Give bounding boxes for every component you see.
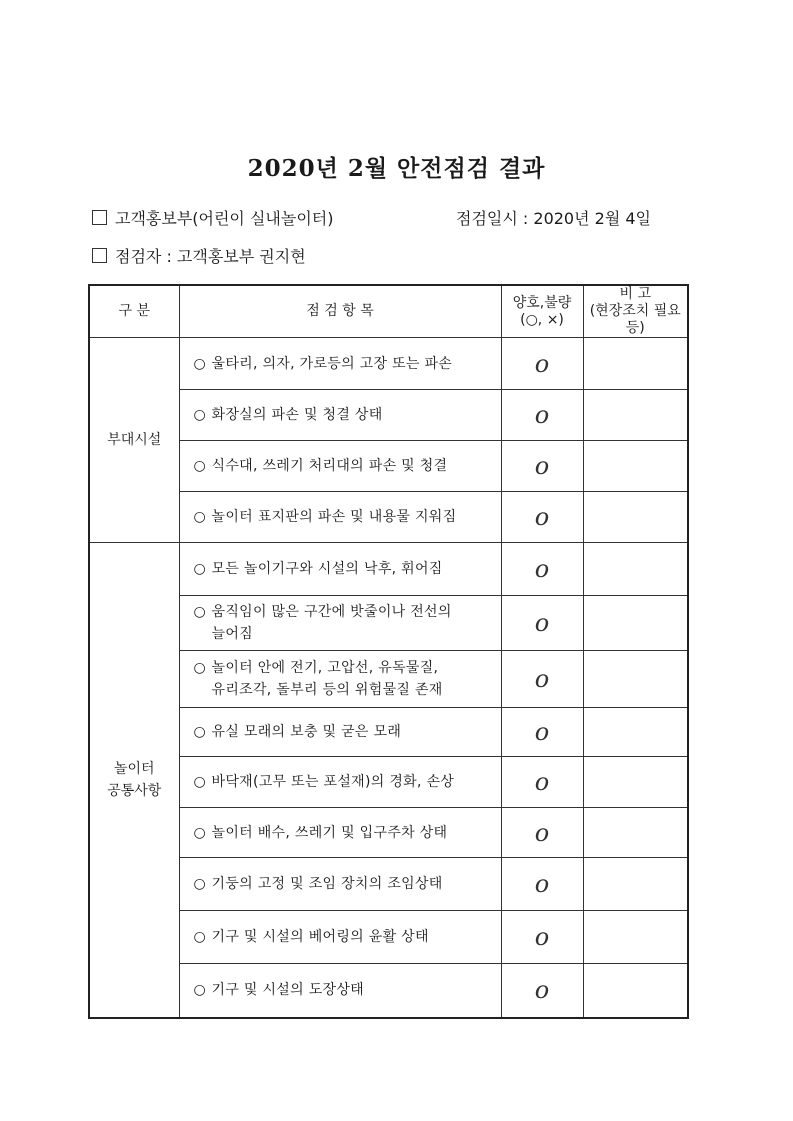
check-item: ○ 기구 및 시설의 도장상태 (179, 964, 501, 1018)
table-row (89, 492, 688, 543)
check-item: ○ 놀이터 표지판의 파손 및 내용물 지워짐 (179, 492, 501, 543)
table-row (89, 858, 688, 911)
header-status: 양호,불량 (○, ×) (501, 285, 583, 338)
check-item: ○ 기구 및 시설의 베어링의 윤활 상태 (179, 911, 501, 964)
table-row (89, 757, 688, 808)
table-row (89, 390, 688, 441)
checkbox-icon (92, 210, 107, 225)
status-mark: o (501, 441, 583, 492)
check-item: ○ 화장실의 파손 및 청결 상태 (179, 390, 501, 441)
remarks-cell (583, 543, 688, 596)
table-row (89, 651, 688, 708)
status-mark: o (501, 708, 583, 757)
inspector-line: 점검자 : 고객홍보부 권지현 (92, 244, 306, 267)
remarks-cell (583, 964, 688, 1018)
table-row (89, 964, 688, 1018)
table-row (89, 708, 688, 757)
status-mark: o (501, 651, 583, 708)
check-item: ○ 식수대, 쓰레기 처리대의 파손 및 청결 (179, 441, 501, 492)
remarks-cell (583, 911, 688, 964)
document-title: 2020년 2월 안전점검 결과 (247, 155, 546, 182)
table-row (89, 543, 688, 596)
inspection-table (88, 284, 689, 1019)
remarks-cell (583, 596, 688, 651)
check-item: ○ 움직임이 많은 구간에 밧줄이나 전선의 늘어짐 (179, 596, 501, 651)
header-remarks: 비 고 (현장조치 필요 등) (583, 285, 688, 338)
remarks-cell (583, 708, 688, 757)
check-item: ○ 모든 놀이기구와 시설의 낙후, 휘어짐 (179, 543, 501, 596)
status-mark: o (501, 911, 583, 964)
status-mark: o (501, 858, 583, 911)
remarks-cell (583, 757, 688, 808)
check-item: ○ 바닥재(고무 또는 포설재)의 경화, 손상 (179, 757, 501, 808)
status-mark: o (501, 757, 583, 808)
check-item: ○ 기둥의 고정 및 조임 장치의 조임상태 (179, 858, 501, 911)
table-row (89, 596, 688, 651)
status-mark: o (501, 390, 583, 441)
check-item: ○ 놀이터 안에 전기, 고압선, 유독물질, 유리조각, 돌부리 등의 위험물질 존재 (179, 651, 501, 708)
remarks-cell (583, 338, 688, 390)
category-facilities: 부대시설 (89, 338, 179, 543)
table-row (89, 338, 688, 390)
status-mark: o (501, 543, 583, 596)
inspection-date: 점검일시 : 2020년 2월 4일 (456, 209, 652, 228)
remarks-cell (583, 651, 688, 708)
status-mark: o (501, 808, 583, 858)
table-row (89, 911, 688, 964)
check-item: ○ 유실 모래의 보충 및 굳은 모래 (179, 708, 501, 757)
status-mark: o (501, 492, 583, 543)
table-header-row (89, 285, 688, 338)
checkbox-icon (92, 248, 107, 263)
check-item: ○ 놀이터 배수, 쓰레기 및 입구주차 상태 (179, 808, 501, 858)
remarks-cell (583, 808, 688, 858)
table-row (89, 441, 688, 492)
remarks-cell (583, 858, 688, 911)
header-items: 점 검 항 목 (179, 285, 501, 338)
check-item: ○ 울타리, 의자, 가로등의 고장 또는 파손 (179, 338, 501, 390)
status-mark: o (501, 964, 583, 1018)
remarks-cell (583, 441, 688, 492)
category-playground-common: 놀이터 공통사항 (89, 543, 179, 1018)
header-category: 구 분 (89, 285, 179, 338)
status-mark: o (501, 596, 583, 651)
remarks-cell (583, 390, 688, 441)
table-row (89, 808, 688, 858)
status-mark: o (501, 338, 583, 390)
department-line: 고객홍보부(어린이 실내놀이터) (92, 206, 334, 229)
remarks-cell (583, 492, 688, 543)
